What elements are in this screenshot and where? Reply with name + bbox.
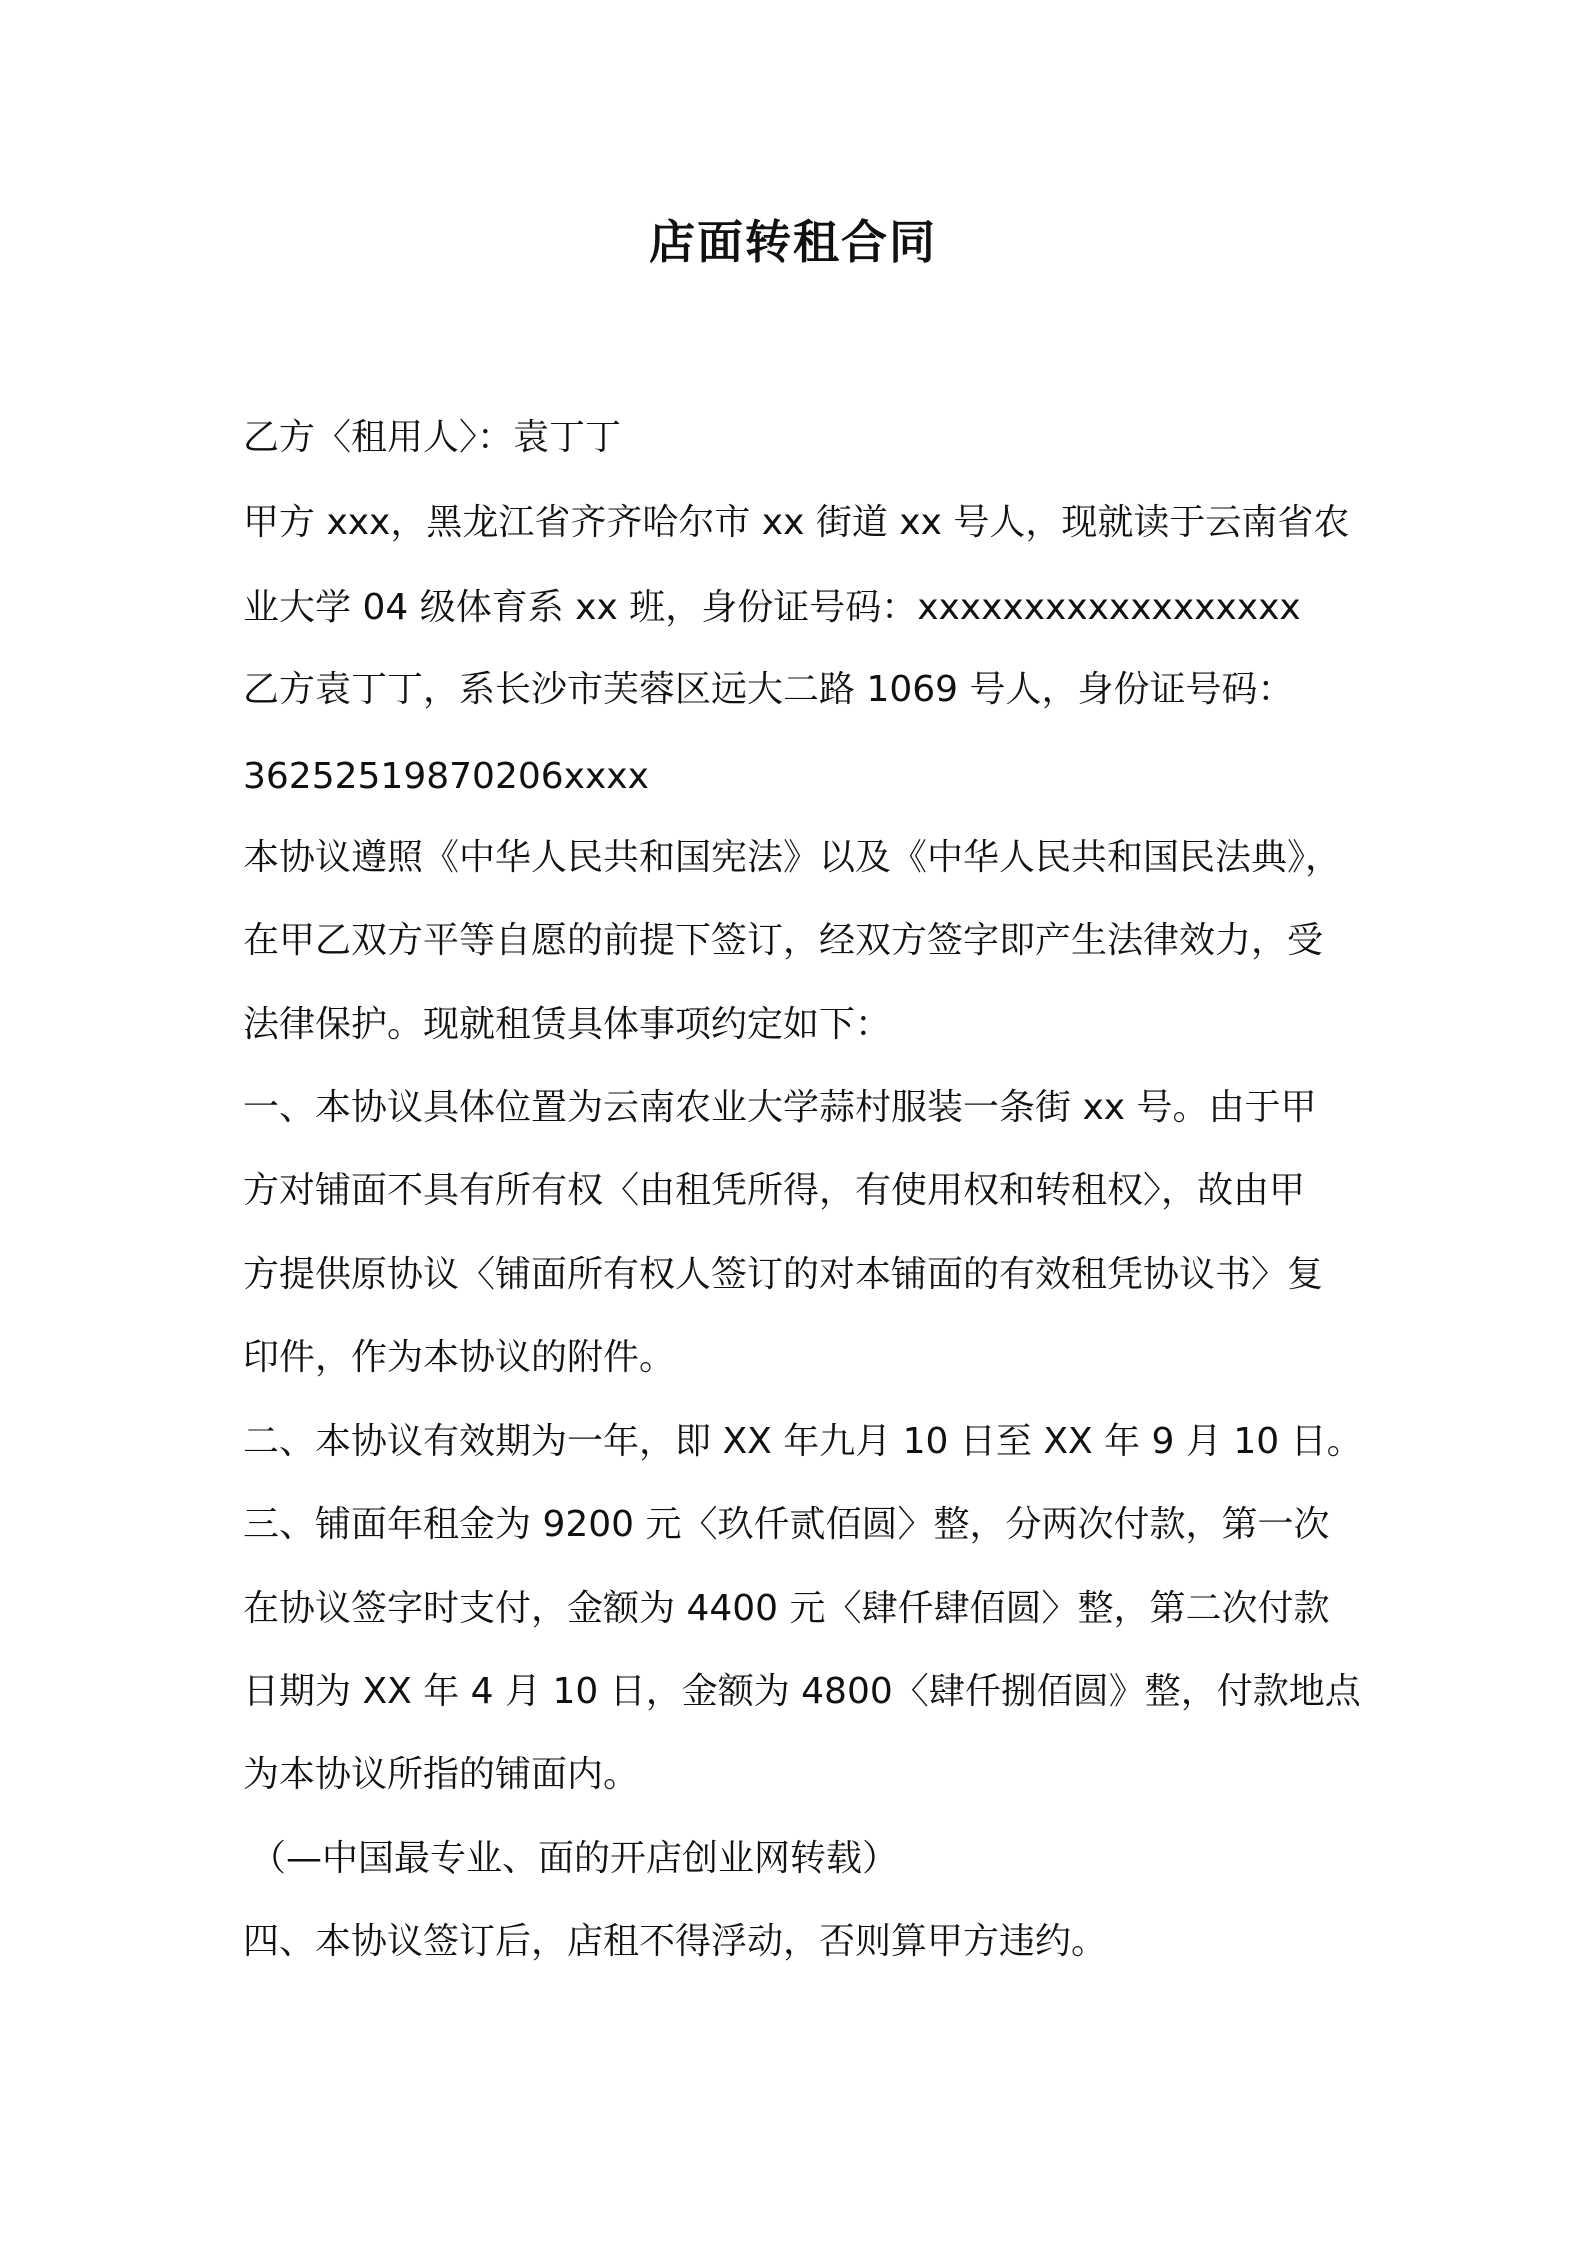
- document-title: 店面转租合同: [649, 215, 937, 269]
- preamble-line: 法律保护。现就租赁具体事项约定如下：: [243, 1004, 892, 1045]
- clause-1-line: 方提供原协议〈铺面所有权人签订的对本铺面的有效租凭协议书〉复: [243, 1254, 1324, 1295]
- party-b-id-number: 36252519870206xxxx: [243, 756, 649, 797]
- clause-3-line: 三、铺面年租金为 9200 元〈玖仟贰佰圆〉整，分两次付款，第一次: [243, 1504, 1330, 1545]
- party-a-id-line: 业大学 04 级体育系 xx 班，身份证号码：xxxxxxxxxxxxxxxxxx: [243, 587, 1301, 628]
- party-b-heading-line: 乙方〈租用人〉：袁丁丁: [243, 417, 622, 458]
- clause-2-line: 二、本协议有效期为一年，即 XX 年九月 10 日至 XX 年 9 月 10 日。: [243, 1421, 1363, 1462]
- source-note: （—中国最专业、面的开店创业网转载）: [250, 1838, 899, 1879]
- preamble-line: 在甲乙双方平等自愿的前提下签订，经双方签字即产生法律效力，受: [243, 920, 1324, 961]
- clause-1-line: 方对铺面不具有所有权〈由租凭所得，有使用权和转租权〉，故由甲: [243, 1170, 1306, 1211]
- clause-3-line: 日期为 XX 年 4 月 10 日，金额为 4800〈肆仟捌佰圆》整，付款地点: [243, 1671, 1361, 1712]
- preamble-line: 本协议遵照《中华人民共和国宪法》以及《中华人民共和国民法典》，: [243, 837, 1342, 878]
- clause-1-line: 一、本协议具体位置为云南农业大学蒜村服装一条街 xx 号。由于甲: [243, 1087, 1317, 1128]
- party-b-info-line: 乙方袁丁丁，系长沙市芙蓉区远大二路 1069 号人，身份证号码：: [243, 669, 1294, 710]
- clause-3-line: 为本协议所指的铺面内。: [243, 1754, 640, 1795]
- clause-1-line: 印件，作为本协议的附件。: [243, 1337, 676, 1378]
- clause-3-line: 在协议签字时支付，金额为 4400 元〈肆仟肆佰圆〉整，第二次付款: [243, 1588, 1330, 1629]
- party-a-info-line: 甲方 xxx，黑龙江省齐齐哈尔市 xx 街道 xx 号人，现就读于云南省农: [243, 502, 1350, 543]
- clause-4-line: 四、本协议签订后，店租不得浮动，否则算甲方违约。: [243, 1921, 1108, 1962]
